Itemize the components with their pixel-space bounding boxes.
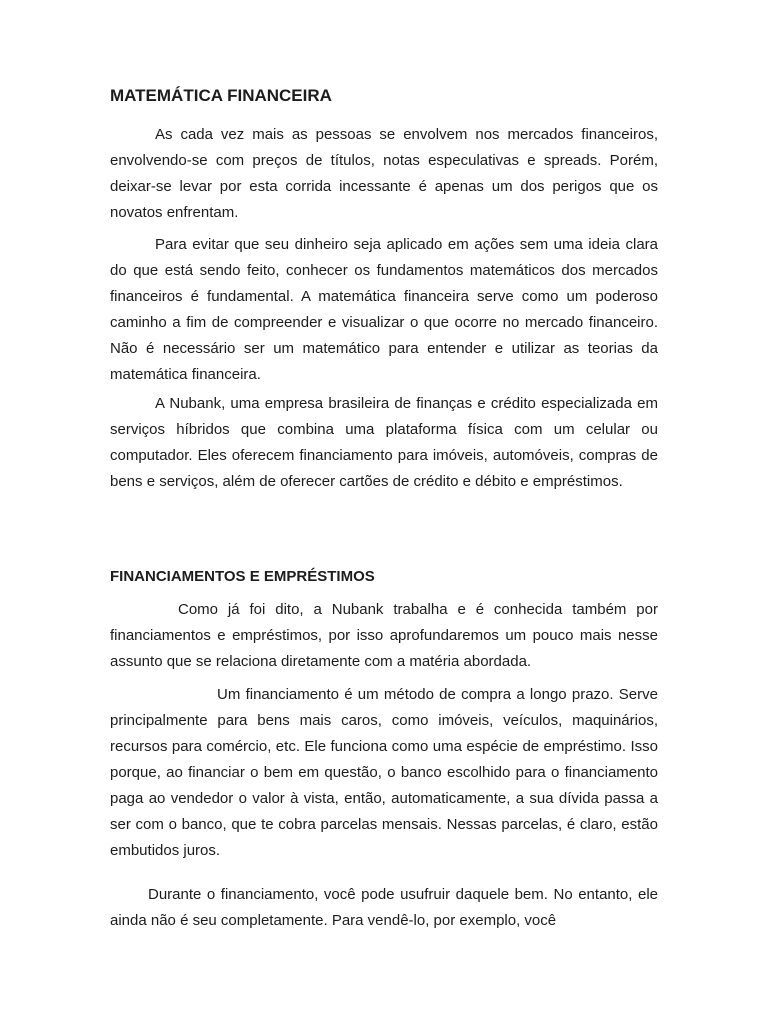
section-title-matematica-financeira: MATEMÁTICA FINANCEIRA [110, 86, 332, 105]
body-paragraph: As cada vez mais as pessoas se envolvem nos mercados financeiros, envolvendo-se com preços de títulos, notas especulativas e spreads. Porém, deixar-se levar por esta corrida incessante é apenas um dos perigos que os novatos enfrentam. [110, 126, 658, 221]
body-paragraph: Como já foi dito, a Nubank trabalha e é conhecida também por financiamentos e empréstimos, por isso aprofundaremos um pouco mais nesse assunto que se relaciona diretamente com a matéria abordada. [110, 601, 658, 670]
body-paragraph: Um financiamento é um método de compra a longo prazo. Serve principalmente para bens mais caros, como imóveis, veículos, maquinários, recursos para comércio, etc. Ele funciona como uma espécie de empréstimo. Isso porque, ao financiar o bem em questão, o banco escolhido para o financiamento paga ao vendedor o valor à vista, então, automaticamente, a sua dívida passa a ser com o banco, que te cobra parcelas mensais. Nessas parcelas, é claro, estão embutidos juros. [110, 686, 658, 859]
body-paragraph: Para evitar que seu dinheiro seja aplicado em ações sem uma ideia clara do que está sendo feito, conhecer os fundamentos matemáticos dos mercados financeiros é fundamental. A matemática financeira serve como um poderoso caminho a fim de compreender e visualizar o que ocorre no mercado financeiro. Não é necessário ser um matemático para entender e utilizar as teorias da matemática financeira. [110, 236, 658, 383]
body-paragraph: Durante o financiamento, você pode usufruir daquele bem. No entanto, ele ainda não é seu completamente. Para vendê-lo, por exemplo, você [110, 886, 658, 929]
body-paragraph: A Nubank, uma empresa brasileira de finanças e crédito especializada em serviços híbridos que combina uma plataforma física com um celular ou computador. Eles oferecem financiamento para imóveis, automóveis, compras de bens e serviços, além de oferecer cartões de crédito e débito e empréstimos. [110, 395, 658, 490]
section-title-financiamentos: FINANCIAMENTOS E EMPRÉSTIMOS [110, 568, 375, 585]
